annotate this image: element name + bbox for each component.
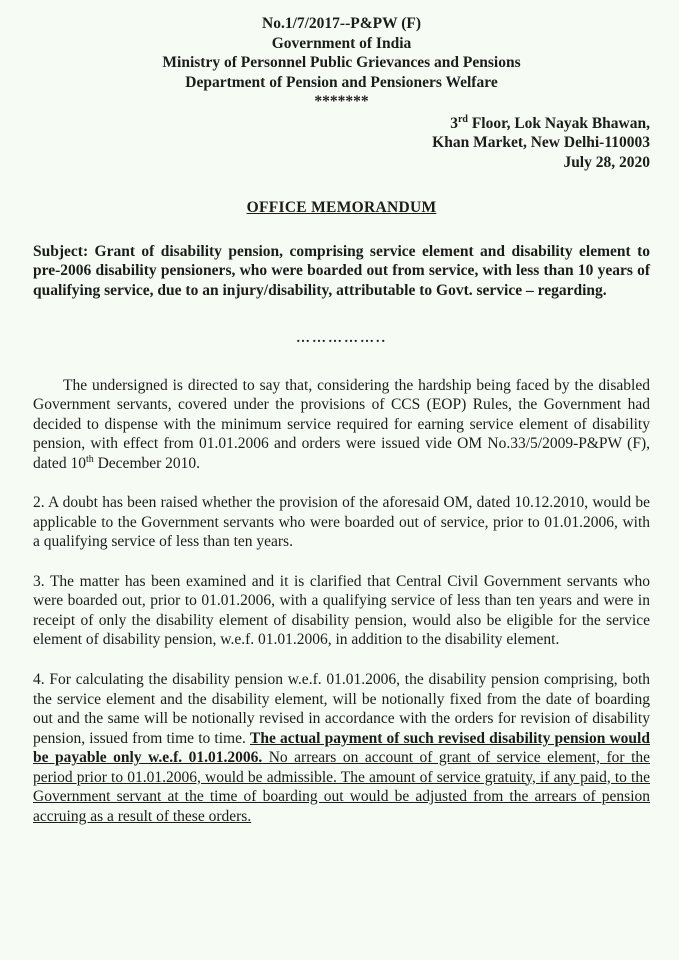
paragraph-3: 3. The matter has been examined and it is clarified that Central Civil Government servants who were boarded out, prior to 01.01.2006, with a qualifying service of less than ten years and were in receipt of only the disability element of disability pension, would also be eligible for the service element of disability pension, w.e.f. 01.01.2006, in addition to the disability element. <box>33 572 650 649</box>
memo-date: July 28, 2020 <box>563 153 650 171</box>
org-line-department: Department of Pension and Pensioners Welfare <box>185 73 498 91</box>
paragraph-2: 2. A doubt has been raised whether the provision of the aforesaid OM, dated 10.12.2010, would be applicable to the Government servants who were boarded out of service, prior to 01.01.2006, with a qualifying service of less than ten years. <box>33 494 650 551</box>
paragraph-4-normal-text: 4. For calculating the disability pension w.e.f. 01.01.2006, the disability pension comprising, both the service element and the disability element, will be notionally fixed from the date of boarding out and the same will be notionally revised in accordance with the orders for revision of disability pension, issued from time to time. <box>33 671 650 747</box>
dotted-separator: …………….. <box>296 331 387 347</box>
paragraph-4 <box>33 670 650 826</box>
org-line-government: Government of India <box>271 34 412 52</box>
address-line-floor: 3rd Floor, Lok Nayak Bhawan, <box>450 113 650 132</box>
ordinal-superscript: rd <box>457 113 468 125</box>
address-block <box>33 114 650 173</box>
memo-heading: OFFICE MEMORANDUM <box>246 199 437 217</box>
address-line-city: Khan Market, New Delhi-110003 <box>432 134 650 152</box>
divider-stars: ******* <box>314 93 369 111</box>
date-ordinal-superscript: th <box>85 453 94 465</box>
organization-header <box>33 34 650 93</box>
paragraph-1: The undersigned is directed to say that, considering the hardship being faced by the disabled Government servants, covered under the provisions of CCS (EOP) Rules, the Government had decided to dispense with the minimum service required for earning service element of disability pension, with effect from 01.01.2006 and orders were issued vide OM No.33/5/2009-P&PW (F), dated 10th December 2010. <box>33 376 650 472</box>
reference-number: No.1/7/2017--P&PW (F) <box>262 15 421 32</box>
subject-paragraph: Subject: Grant of disability pension, comprising service element and disability element to pre-2006 disability pensioners, who were boarded out from service, with less than 10 years of qualifying service, due to an injury/disability, attributable to Govt. service – regarding. <box>33 242 650 299</box>
paragraph-4-bold-underlined-text: The actual payment of such revised disability pension would be payable only w.e.f. 01.01.2006. <box>33 729 650 767</box>
paragraph-4-underlined-text: No arrears on account of grant of service element, for the period prior to 01.01.2006, would be admissible. The amount of service gratuity, if any paid, to the Government servant at the time of boarding out would be adjusted from the arrears of pension accruing as a result of these orders. <box>33 749 651 825</box>
org-line-ministry: Ministry of Personnel Public Grievances and Pensions <box>162 54 521 72</box>
